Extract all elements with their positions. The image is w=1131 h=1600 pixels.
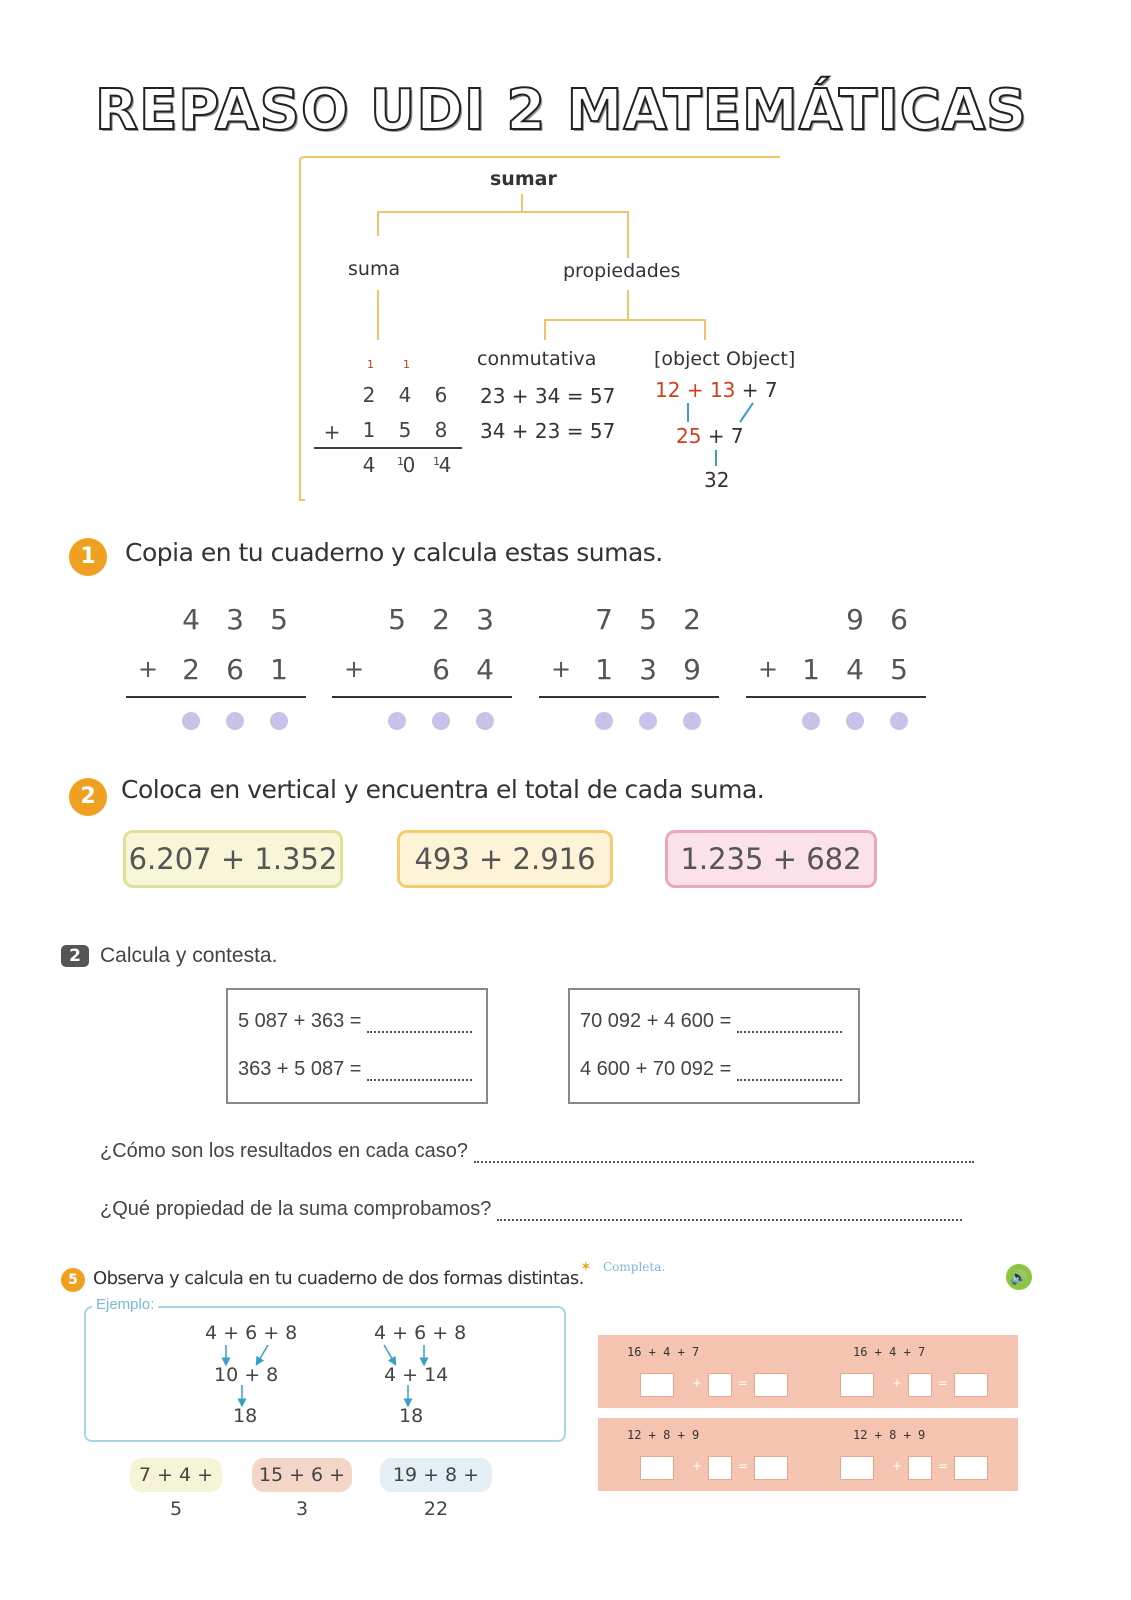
answer-box[interactable]	[954, 1373, 988, 1397]
sum-digit: 2	[182, 653, 200, 686]
question-2-text: ¿Qué propiedad de la suma comprobamos?	[100, 1198, 492, 1220]
asociativa-expression	[655, 378, 778, 402]
answer-blank[interactable]	[737, 1031, 842, 1033]
digit: 6	[434, 383, 448, 407]
example-right-expr: 4 + 6 + 8	[374, 1322, 467, 1344]
calc-line	[580, 1010, 842, 1033]
sum-digit: 3	[476, 603, 494, 636]
sum-digit: 5	[890, 653, 908, 686]
digit: 5	[398, 418, 412, 442]
map-asociativa: [object Object]	[654, 348, 796, 370]
digit: 8	[434, 418, 448, 442]
sum-box-3: 1.235 + 682	[665, 830, 877, 888]
exercise-5-title: Observa y calcula en tu cuaderno de dos formas distintas.	[93, 1268, 584, 1289]
answer-box[interactable]	[640, 1456, 674, 1480]
answer-dot[interactable]	[388, 712, 406, 730]
plus-sign: +	[137, 655, 159, 683]
sum-digit: 6	[432, 653, 450, 686]
answer-box[interactable]	[840, 1373, 874, 1397]
plus-sign: +	[343, 655, 365, 683]
answer-dot[interactable]	[432, 712, 450, 730]
question-1-text: ¿Cómo son los resultados en cada caso?	[100, 1140, 468, 1162]
ejemplo-label: Ejemplo:	[92, 1296, 158, 1313]
exercise-1-title: Copia en tu cuaderno y calcula estas sumas.	[125, 538, 663, 567]
calc-expr: 363 + 5 087 =	[238, 1058, 362, 1080]
completa-label: Completa.	[603, 1260, 666, 1274]
completa-expr: 16 + 4 + 7	[627, 1345, 700, 1359]
pill-3: 19 + 8 + 22	[380, 1458, 492, 1492]
sum-digit: 5	[639, 603, 657, 636]
sum-box-1: 6.207 + 1.352	[123, 830, 343, 888]
example-left-expr: 4 + 6 + 8	[205, 1322, 298, 1344]
completa-expr: 16 + 4 + 7	[853, 1345, 926, 1359]
answer-blank[interactable]	[737, 1079, 842, 1081]
calc-box-1	[226, 988, 488, 1104]
equals-sign: =	[738, 1376, 749, 1390]
equals-sign: =	[938, 1459, 949, 1473]
asoc-b: 13	[709, 378, 736, 402]
sum-digit: 3	[639, 653, 657, 686]
sum-digit: 7	[595, 603, 613, 636]
equals-sign: =	[938, 1376, 949, 1390]
answer-box[interactable]	[640, 1373, 674, 1397]
plus-sign: +	[550, 655, 572, 683]
sum-digit: 4	[182, 603, 200, 636]
answer-dot[interactable]	[476, 712, 494, 730]
map-propiedades: propiedades	[563, 260, 681, 282]
answer-dot[interactable]	[226, 712, 244, 730]
calc-box-2	[568, 988, 860, 1104]
asoc-a: 12	[655, 378, 681, 402]
asociativa-total: 32	[704, 468, 730, 492]
conmutativa-line-1: 23 + 34 = 57	[480, 384, 616, 408]
completa-expr: 12 + 8 + 9	[627, 1428, 700, 1442]
ejemplo-arrows	[0, 1300, 600, 1440]
equals-sign: =	[738, 1459, 749, 1473]
answer-line[interactable]	[497, 1219, 962, 1221]
example-left-result: 18	[233, 1405, 258, 1427]
asoc-partial: 25	[676, 424, 702, 448]
answer-dot[interactable]	[683, 712, 701, 730]
map-root: sumar	[490, 168, 557, 190]
sum-digit: 6	[890, 603, 908, 636]
carry-1: 1	[367, 358, 374, 371]
pill-2: 15 + 6 + 3	[252, 1458, 352, 1492]
plus-sign: +	[757, 655, 779, 683]
digit: 4	[398, 383, 412, 407]
answer-box[interactable]	[908, 1373, 932, 1397]
asoc-rest: + 7	[741, 378, 778, 402]
carry-2: 1	[403, 358, 410, 371]
sum-line	[126, 696, 306, 698]
answer-dot[interactable]	[639, 712, 657, 730]
answer-box[interactable]	[840, 1456, 874, 1480]
sum-digit: 9	[846, 603, 864, 636]
sum-digit: 5	[270, 603, 288, 636]
plus-sign: +	[892, 1376, 903, 1390]
sum-digit: 4	[476, 653, 494, 686]
sum-line	[746, 696, 926, 698]
sum-digit: 1	[270, 653, 288, 686]
calc-expr: 70 092 + 4 600 =	[580, 1010, 732, 1032]
answer-box[interactable]	[708, 1373, 732, 1397]
calc-expr: 5 087 + 363 =	[238, 1010, 362, 1032]
sum-box-2: 493 + 2.916	[397, 830, 613, 888]
sum-digit: 3	[226, 603, 244, 636]
plus-sign: +	[323, 420, 341, 444]
page-title: REPASO UDI 2 MATEMÁTICAS	[95, 78, 1028, 143]
pill-1: 7 + 4 + 5	[130, 1458, 222, 1492]
asoc-plus: +	[686, 378, 704, 402]
calc-line	[238, 1058, 472, 1081]
asoc-rest2: + 7	[707, 424, 744, 448]
sum-digit: 2	[683, 603, 701, 636]
result-digit: 4	[362, 453, 376, 477]
sum-digit: 9	[683, 653, 701, 686]
example-left-mid: 10 + 8	[214, 1364, 279, 1386]
plus-sign: +	[692, 1459, 703, 1473]
sum-digit: 1	[595, 653, 613, 686]
exercise-2-badge: 2	[69, 778, 107, 816]
completa-expr: 12 + 8 + 9	[853, 1428, 926, 1442]
answer-box[interactable]	[754, 1373, 788, 1397]
sum-digit: 5	[388, 603, 406, 636]
answer-box[interactable]	[908, 1456, 932, 1480]
answer-dot[interactable]	[182, 712, 200, 730]
sum-line	[332, 696, 512, 698]
exercise-2-title: Coloca en vertical y encuentra el total de cada suma.	[121, 775, 765, 804]
question-1	[100, 1140, 974, 1163]
plus-sign: +	[892, 1459, 903, 1473]
question-2	[100, 1198, 962, 1221]
exercise-5-badge: 5	[61, 1268, 85, 1292]
sum-line	[539, 696, 719, 698]
answer-dot[interactable]	[802, 712, 820, 730]
result-digit: 0	[402, 453, 416, 477]
asociativa-partial	[676, 424, 744, 448]
calc-line	[580, 1058, 842, 1081]
calc-expr: 4 600 + 70 092 =	[580, 1058, 732, 1080]
answer-blank[interactable]	[367, 1079, 472, 1081]
sum-digit: 4	[846, 653, 864, 686]
exercise-1-badge: 1	[69, 538, 107, 576]
answer-line[interactable]	[474, 1161, 974, 1163]
example-right-result: 18	[399, 1405, 424, 1427]
sum-digit: 6	[226, 653, 244, 686]
map-conmutativa: conmutativa	[477, 348, 597, 370]
exercise-3-title: Calcula y contesta.	[100, 944, 278, 967]
digit: 1	[362, 418, 376, 442]
result-digit: 4	[438, 453, 452, 477]
exercise-3-badge: 2	[61, 945, 89, 967]
map-suma: suma	[348, 258, 401, 280]
answer-dot[interactable]	[270, 712, 288, 730]
answer-box[interactable]	[708, 1456, 732, 1480]
result-carry: 1	[433, 455, 440, 468]
answer-dot[interactable]	[890, 712, 908, 730]
conmutativa-line-2: 34 + 23 = 57	[480, 419, 616, 443]
plus-sign: +	[692, 1376, 703, 1390]
example-right-mid: 4 + 14	[384, 1364, 449, 1386]
digit: 2	[362, 383, 376, 407]
answer-blank[interactable]	[367, 1031, 472, 1033]
sum-digit: 2	[432, 603, 450, 636]
answer-box[interactable]	[754, 1456, 788, 1480]
calc-line	[238, 1010, 472, 1033]
sum-digit: 1	[802, 653, 820, 686]
answer-dot[interactable]	[595, 712, 613, 730]
speaker-icon[interactable]: 🔊	[1006, 1264, 1032, 1290]
answer-box[interactable]	[954, 1456, 988, 1480]
star-icon: ✶	[580, 1258, 592, 1274]
answer-dot[interactable]	[846, 712, 864, 730]
result-carry: 1	[397, 455, 404, 468]
